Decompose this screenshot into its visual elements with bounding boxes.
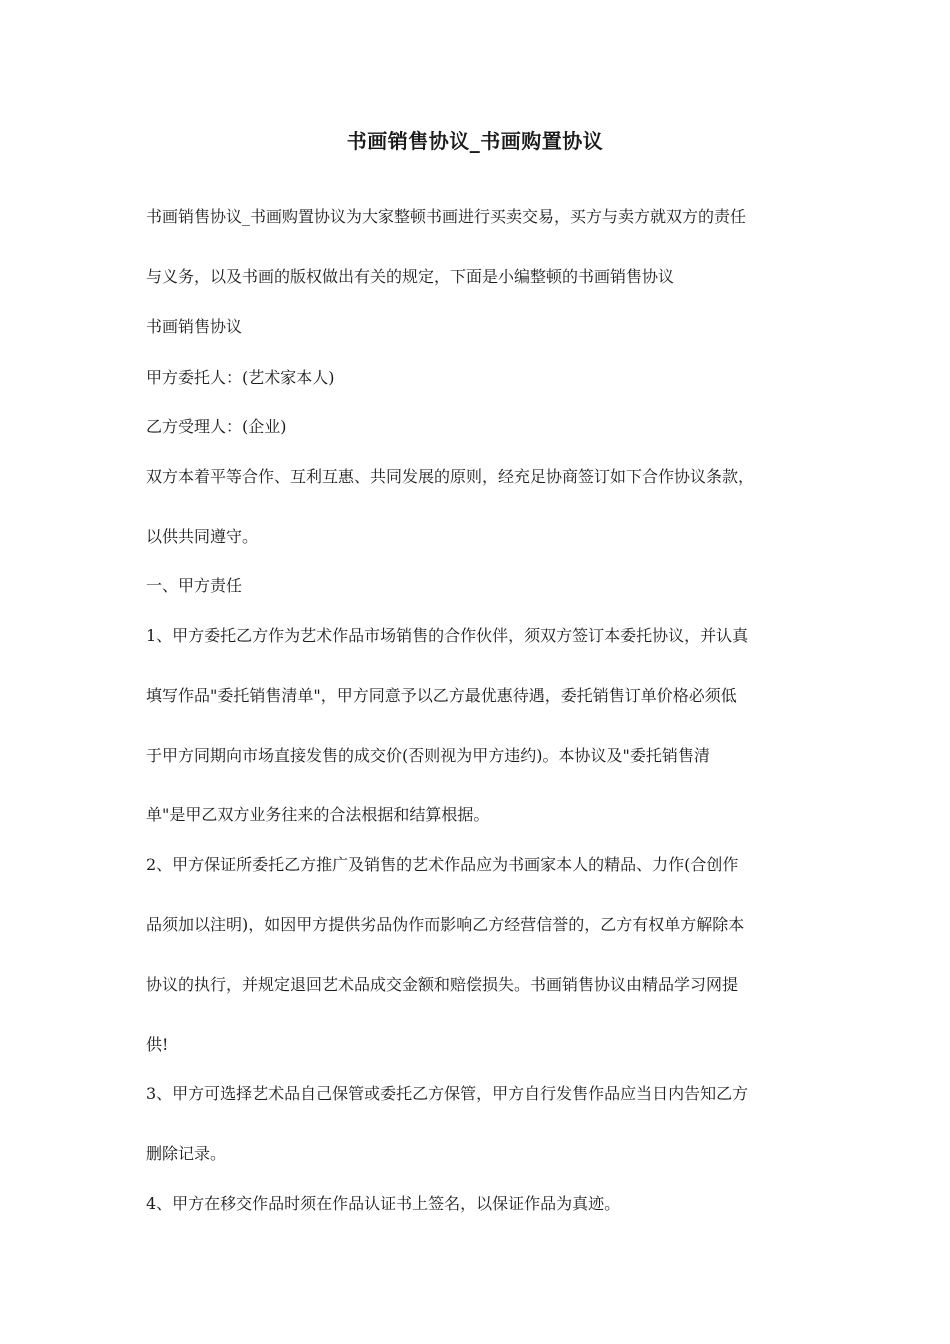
paragraph-line: 与义务，以及书画的版权做出有关的规定，下面是小编整顿的书画销售协议 bbox=[146, 267, 675, 286]
document-title: 书画销售协议_书画购置协议 bbox=[346, 129, 604, 153]
paragraph-line: 1、甲方委托乙方作为艺术作品市场销售的合作伙伴，须双方签订本委托协议，并认真 bbox=[146, 626, 749, 645]
paragraph-line: 以供共同遵守。 bbox=[146, 527, 259, 546]
paragraph-line: 品须加以注明)，如因甲方提供劣品伪作而影响乙方经营信誉的，乙方有权单方解除本 bbox=[146, 915, 745, 934]
paragraph-line: 协议的执行，并规定退回艺术品成交金额和赔偿损失。书画销售协议由精品学习网提 bbox=[146, 975, 739, 994]
paragraph-line: 填写作品"委托销售清单"，甲方同意予以乙方最优惠待遇，委托销售订单价格必须低 bbox=[146, 686, 737, 705]
paragraph-line: 乙方受理人：(企业) bbox=[146, 417, 287, 436]
paragraph-line: 3、甲方可选择艺术品自己保管或委托乙方保管，甲方自行发售作品应当日内告知乙方 bbox=[146, 1084, 749, 1103]
paragraph-line: 书画销售协议 bbox=[146, 317, 243, 336]
paragraph-line: 书画销售协议_书画购置协议为大家整顿书画进行买卖交易，买方与卖方就双方的责任 bbox=[146, 207, 747, 226]
paragraph-line: 2、甲方保证所委托乙方推广及销售的艺术作品应为书画家本人的精品、力作(合创作 bbox=[146, 855, 739, 874]
paragraph-line: 4、甲方在移交作品时须在作品认证书上签名，以保证作品为真迹。 bbox=[146, 1194, 621, 1213]
paragraph-line: 于甲方同期向市场直接发售的成交价(否则视为甲方违约)。本协议及"委托销售清 bbox=[146, 746, 710, 765]
paragraph-line: 双方本着平等合作、互利互惠、共同发展的原则，经充足协商签订如下合作协议条款， bbox=[146, 467, 755, 486]
section-heading: 一、甲方责任 bbox=[146, 576, 243, 595]
paragraph-line: 删除记录。 bbox=[146, 1144, 227, 1163]
paragraph-line: 甲方委托人：(艺术家本人) bbox=[146, 368, 335, 387]
paragraph-line: 单"是甲乙双方业务往来的合法根据和结算根据。 bbox=[146, 805, 490, 824]
paragraph-line: 供! bbox=[146, 1035, 169, 1054]
